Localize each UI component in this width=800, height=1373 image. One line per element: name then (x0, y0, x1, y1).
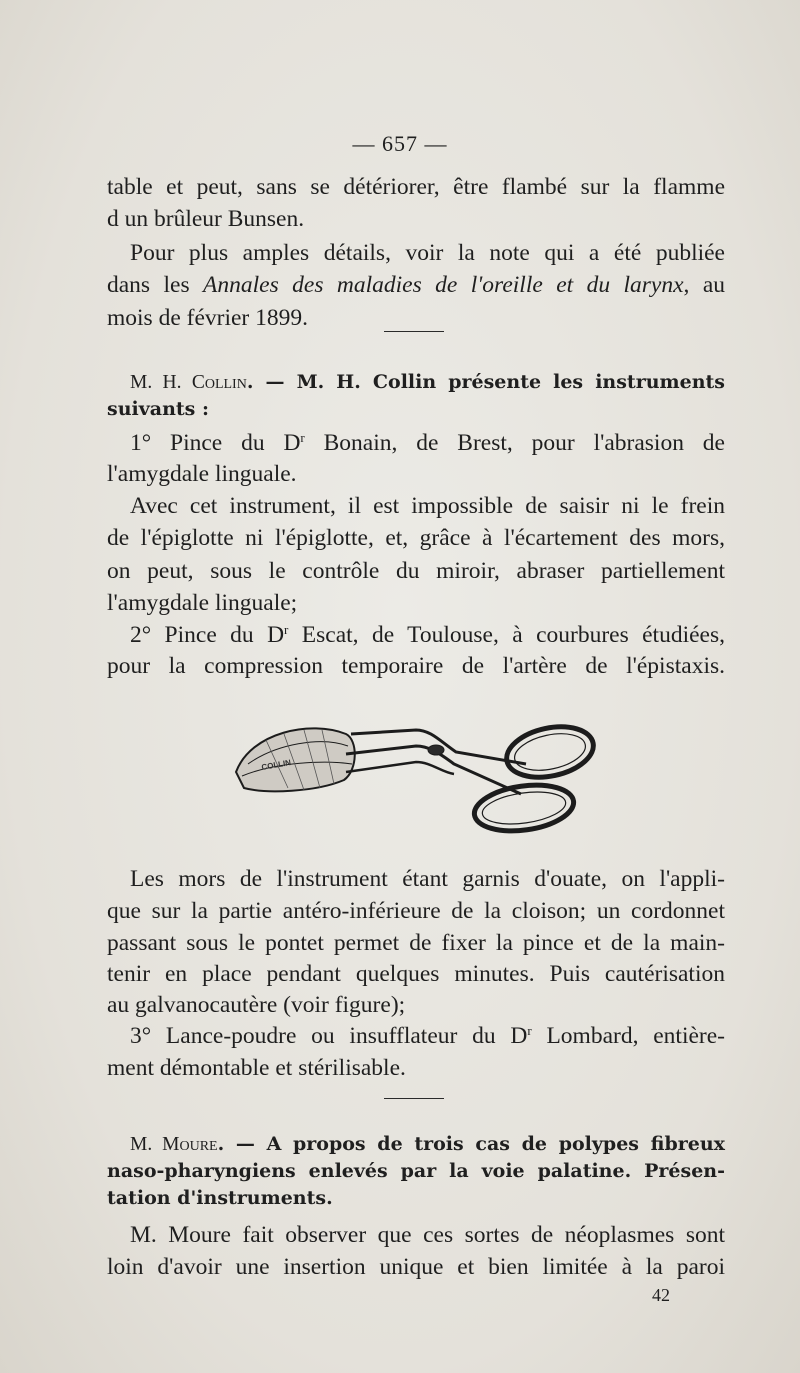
text-line: l'amygdale linguale; (107, 590, 298, 616)
text-line (130, 1020, 725, 1052)
heading-text: . — A propos de trois cas de polypes fibreux (217, 1133, 725, 1155)
text-fragment: 1° Pince du D (130, 430, 301, 456)
forceps-illustration (226, 712, 606, 842)
section-divider (384, 331, 444, 332)
speaker-prefix: M. H. (130, 372, 192, 393)
text-line: de l'épiglotte ni l'épiglotte, et, grâce à l'écartement des mors, (107, 525, 725, 551)
speaker-name: Moure (162, 1134, 218, 1155)
signature-mark: 42 (652, 1285, 670, 1305)
text-line: au galvanocautère (voir figure); (107, 992, 406, 1018)
page-number: — 657 — (352, 131, 448, 156)
text-fragment: 3° Lance-poudre ou insufflateur du D (130, 1023, 528, 1049)
section-heading (130, 1130, 725, 1159)
text-fragment: Escat, de Toulouse, à courbures étudiées, (288, 622, 725, 648)
speaker-name: Collin (191, 372, 247, 393)
text-line (107, 269, 725, 301)
text-line: Avec cet instrument, il est impossible de saisir ni le frein (130, 493, 725, 519)
text-fragment: 2° Pince du D (130, 622, 285, 648)
text-line: mois de février 1899. (107, 305, 309, 331)
text-line: table et peut, sans se détériorer, être flambé sur la flamme (107, 174, 725, 200)
superscript: r (527, 1023, 532, 1038)
text-line: Pour plus amples détails, voir la note qui a été publiée (130, 240, 725, 266)
text-line: d un brûleur Bunsen. (107, 206, 305, 232)
heading-text: . — M. H. Collin présente les instruments (246, 371, 726, 393)
text-fragment: , au (683, 272, 726, 298)
text-line: passant sous le pontet permet de fixer la pince et de la main- (107, 930, 725, 956)
section-divider (384, 1098, 444, 1099)
section-heading: suivants : (107, 398, 209, 420)
superscript: r (300, 430, 305, 445)
maker-stamp: COLLIN (260, 757, 292, 772)
text-line (130, 427, 725, 459)
text-fragment: Lombard, entière- (531, 1023, 725, 1049)
section-heading (130, 368, 725, 397)
text-line: ment démontable et stérilisable. (107, 1055, 406, 1081)
superscript: r (284, 622, 289, 637)
text-fragment: dans les (107, 272, 204, 298)
text-line: loin d'avoir une insertion unique et bien limitée à la paroi (107, 1254, 725, 1280)
text-line: tenir en place pendant quelques minutes. Puis cautérisation (107, 961, 725, 987)
journal-title: Annales des maladies de l'oreille et du larynx (203, 272, 684, 298)
text-line: Les mors de l'instrument étant garnis d'ouate, on l'appli- (130, 866, 725, 892)
text-line: l'amygdale linguale. (107, 461, 297, 487)
text-line: que sur la partie antéro-inférieure de la cloison; un cordonnet (107, 898, 725, 924)
text-line: M. Moure fait observer que ces sortes de néoplasmes sont (130, 1222, 725, 1248)
text-fragment: Bonain, de Brest, pour l'abrasion de (304, 430, 725, 456)
section-heading: naso-pharyngiens enlevés par la voie palatine. Présen- (107, 1160, 725, 1182)
text-line (130, 619, 725, 651)
section-heading: tation d'instruments. (107, 1187, 333, 1209)
text-line: on peut, sous le contrôle du miroir, abraser partiellement (107, 558, 725, 584)
speaker-prefix: M. (130, 1134, 163, 1155)
text-line: pour la compression temporaire de l'artère de l'épistaxis. (107, 653, 725, 679)
